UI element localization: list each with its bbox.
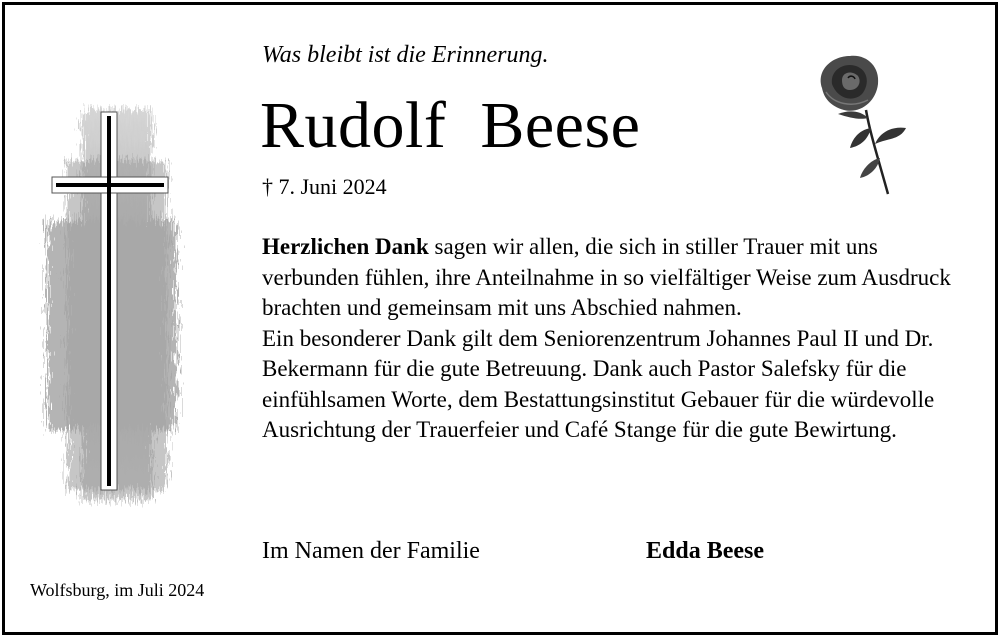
thanks-text-1: sagen wir allen, die sich in stiller Trauer mit uns verbunden fühlen, ihre Anteilnahme in so vielfältiger Weise zum Ausdruck brachten und gemeinsam mit uns Abschied nahmen. xyxy=(262,234,951,320)
rose-icon xyxy=(808,48,918,196)
death-date-line xyxy=(262,174,387,200)
thanks-paragraph-1 xyxy=(262,232,962,324)
thanks-lead: Herzlichen Dank xyxy=(262,234,429,259)
death-date: 7. Juni 2024 xyxy=(278,174,387,199)
motto: Was bleibt ist die Erinnerung. xyxy=(262,42,549,68)
on-behalf-label: Im Namen der Familie xyxy=(262,538,480,564)
thanks-paragraph-2: Ein besonderer Dank gilt dem Seniorenzentrum Johannes Paul II und Dr. Bekermann für die gute Betreuung. Dank auch Pastor Salefsky für die einfühlsamen Worte, dem Bestattungsinstitut Gebauer für die würdevolle Ausrichtung der Trauerfeier und Café Stange für die gute Bewirtung. xyxy=(262,325,935,442)
place-and-date: Wolfsburg, im Juli 2024 xyxy=(30,580,205,600)
deceased-name: Rudolf Beese xyxy=(260,89,641,162)
signer-name: Edda Beese xyxy=(646,538,765,564)
cross-icon xyxy=(22,100,212,510)
dagger-icon: † xyxy=(262,174,273,199)
thanks-message xyxy=(262,232,962,446)
